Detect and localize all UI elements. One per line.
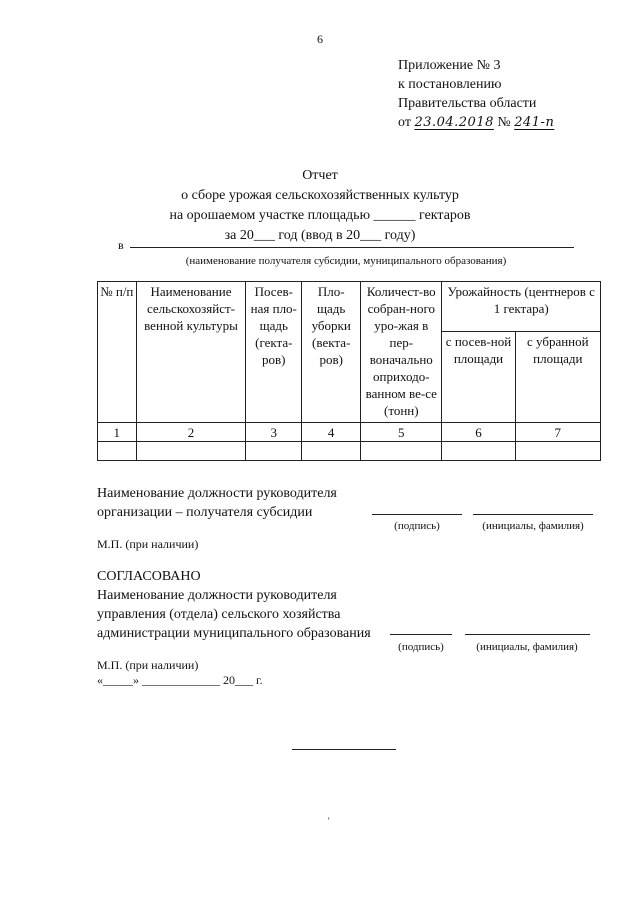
recipient-line bbox=[130, 247, 574, 248]
appendix-block bbox=[398, 56, 554, 132]
column-number: 5 bbox=[361, 423, 442, 442]
report-subtitle: на орошаемом участке площадью ______ гектаров bbox=[169, 208, 471, 223]
position-title-line: Наименование должности руководителя bbox=[97, 588, 337, 603]
appendix-title: Приложение № 3 bbox=[398, 58, 501, 73]
column-number: 3 bbox=[246, 423, 302, 442]
header-harvest-area: Пло-щадь уборки (векта-ров) bbox=[302, 282, 361, 423]
appendix-line: к постановлению bbox=[398, 77, 502, 92]
column-number: 6 bbox=[442, 423, 515, 442]
page-mark: ' bbox=[328, 816, 330, 826]
empty-data-row bbox=[98, 442, 601, 461]
name-line bbox=[465, 634, 590, 635]
column-number-row bbox=[98, 423, 601, 442]
approval-heading: СОГЛАСОВАНО bbox=[97, 569, 201, 584]
report-title-block bbox=[0, 166, 640, 246]
header-crop-name: Наименование сельскохозяйст-венной культуры bbox=[136, 282, 246, 423]
appendix-line: Правительства области bbox=[398, 96, 537, 111]
appendix-date-line bbox=[398, 113, 554, 132]
signature-label: (подпись) bbox=[394, 520, 440, 532]
empty-cell[interactable] bbox=[136, 442, 246, 461]
number-prefix: № bbox=[497, 115, 511, 130]
page-number: 6 bbox=[317, 32, 323, 46]
name-label: (инициалы, фамилия) bbox=[476, 641, 578, 653]
name-label: (инициалы, фамилия) bbox=[482, 520, 584, 532]
column-number: 2 bbox=[136, 423, 246, 442]
report-period: за 20___ год (ввод в 20___ году) bbox=[224, 228, 416, 243]
name-line bbox=[473, 514, 593, 515]
handwritten-date: 23.04.2018 bbox=[414, 115, 494, 130]
empty-cell[interactable] bbox=[442, 442, 515, 461]
recipient-prefix: в bbox=[118, 238, 124, 252]
stamp-note: М.П. (при наличии) bbox=[97, 658, 199, 672]
column-number: 4 bbox=[302, 423, 361, 442]
position-title-line: организации – получателя субсидии bbox=[97, 505, 313, 520]
date-prefix: от bbox=[398, 115, 411, 130]
empty-cell[interactable] bbox=[361, 442, 442, 461]
approval-date-line: «_____» _____________ 20___ г. bbox=[97, 673, 263, 687]
signature-label: (подпись) bbox=[398, 641, 444, 653]
approval-block bbox=[97, 567, 371, 643]
harvest-report-table bbox=[97, 281, 601, 461]
header-sown-area: Посев-ная пло-щадь (гекта-ров) bbox=[246, 282, 302, 423]
recipient-signature-block bbox=[97, 484, 337, 522]
header-number: № п/п bbox=[98, 282, 137, 423]
empty-cell[interactable] bbox=[515, 442, 600, 461]
end-rule bbox=[292, 749, 396, 750]
column-number: 1 bbox=[98, 423, 137, 442]
recipient-note: (наименование получателя субсидии, муниципального образования) bbox=[185, 255, 507, 267]
position-title-line: администрации муниципального образования bbox=[97, 626, 371, 641]
stamp-note: М.П. (при наличии) bbox=[97, 537, 199, 551]
report-title: Отчет bbox=[302, 168, 338, 183]
empty-cell[interactable] bbox=[98, 442, 137, 461]
report-subtitle: о сборе урожая сельскохозяйственных культур bbox=[181, 188, 459, 203]
position-title-line: Наименование должности руководителя bbox=[97, 486, 337, 501]
signature-line bbox=[372, 514, 462, 515]
header-yield-harvested: с убранной площади bbox=[515, 332, 600, 423]
header-harvest-quantity: Количест-во собран-ного уро-жая в пер-воначально оприходо-ванном ве-се (тонн) bbox=[361, 282, 442, 423]
column-number: 7 bbox=[515, 423, 600, 442]
header-yield-group: Урожайность (центнеров с 1 гектара) bbox=[442, 282, 601, 332]
header-yield-sown: с посев-ной площади bbox=[442, 332, 515, 423]
position-title-line: управления (отдела) сельского хозяйства bbox=[97, 607, 341, 622]
empty-cell[interactable] bbox=[246, 442, 302, 461]
empty-cell[interactable] bbox=[302, 442, 361, 461]
handwritten-number: 241-п bbox=[514, 115, 555, 130]
signature-line bbox=[390, 634, 452, 635]
